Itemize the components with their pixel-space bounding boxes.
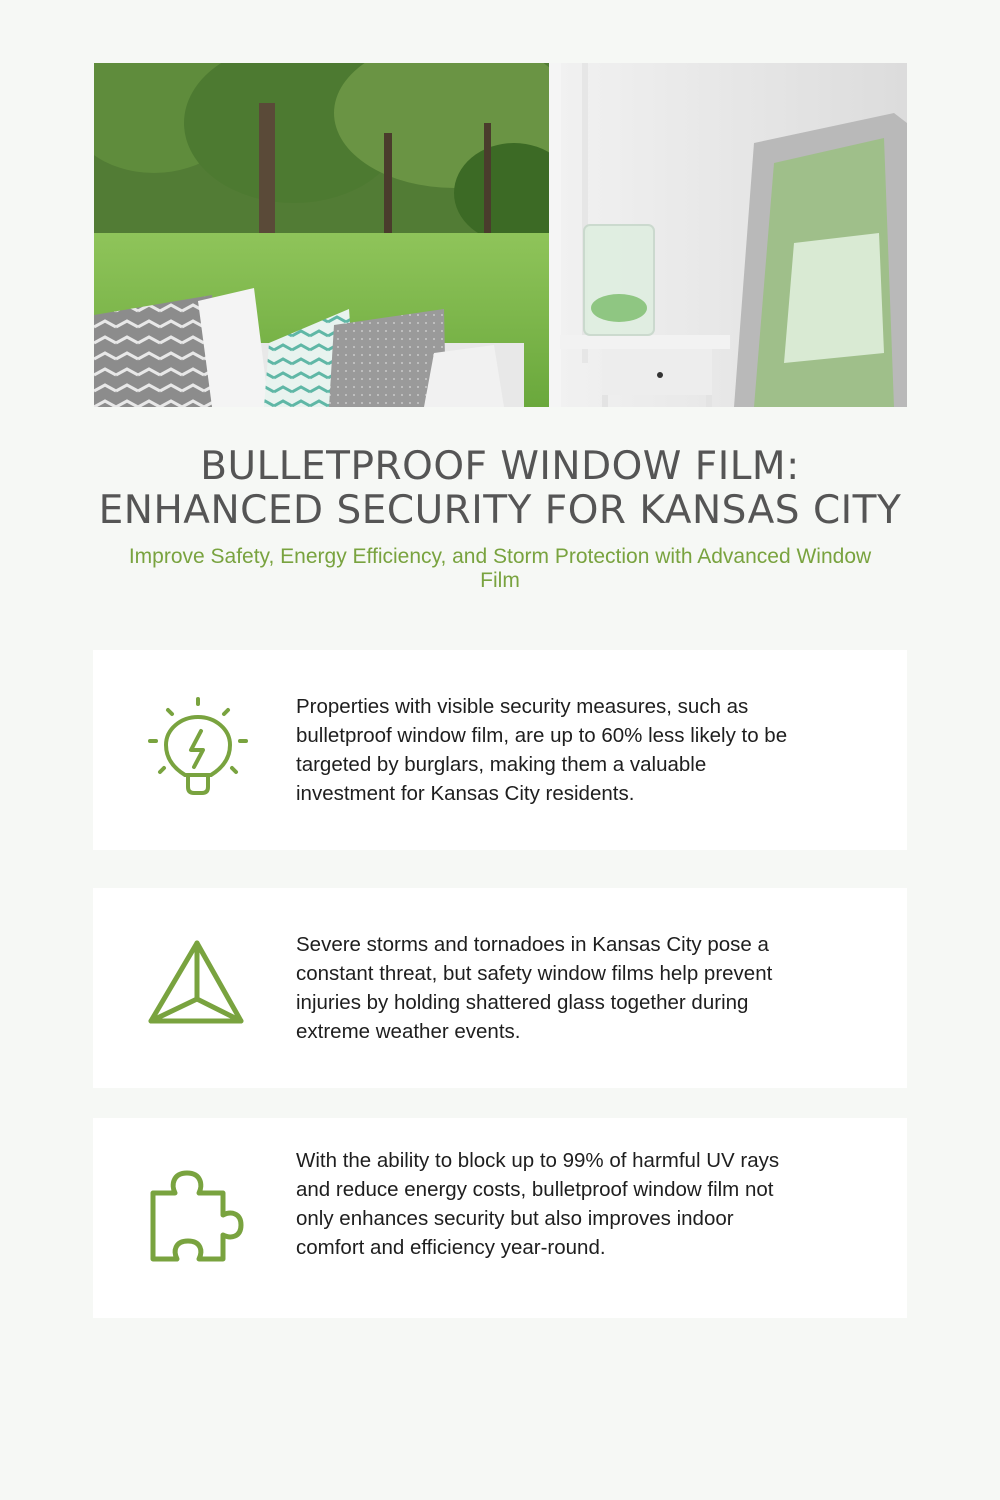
page-title bbox=[40, 445, 960, 533]
pyramid-icon bbox=[143, 933, 253, 1043]
info-card-uv bbox=[93, 1118, 907, 1318]
lightbulb-icon bbox=[138, 695, 258, 805]
title-line-1: BULLETPROOF WINDOW FILM: bbox=[200, 444, 800, 489]
title-line-2: ENHANCED SECURITY FOR KANSAS CITY bbox=[98, 488, 902, 533]
info-card-storm bbox=[93, 888, 907, 1088]
puzzle-piece-icon bbox=[143, 1163, 253, 1273]
info-card-security bbox=[93, 650, 907, 850]
page-subtitle: Improve Safety, Energy Efficiency, and Storm Protection with Advanced Window Film bbox=[128, 545, 872, 592]
card-text-1: Properties with visible security measures, such as bulletproof window film, are up to 60% less likely to be targeted by burglars, making them a valuable investment for Kansas City residents. bbox=[296, 695, 788, 805]
card-text-3: With the ability to block up to 99% of harmful UV rays and reduce energy costs, bulletproof window film not only enhances security but also improves indoor comfort and efficiency year-round. bbox=[296, 1149, 780, 1259]
hero-image bbox=[94, 63, 907, 407]
card-text-2: Severe storms and tornadoes in Kansas City pose a constant threat, but safety window films help prevent injuries by holding shattered glass together during extreme weather events. bbox=[296, 933, 773, 1043]
